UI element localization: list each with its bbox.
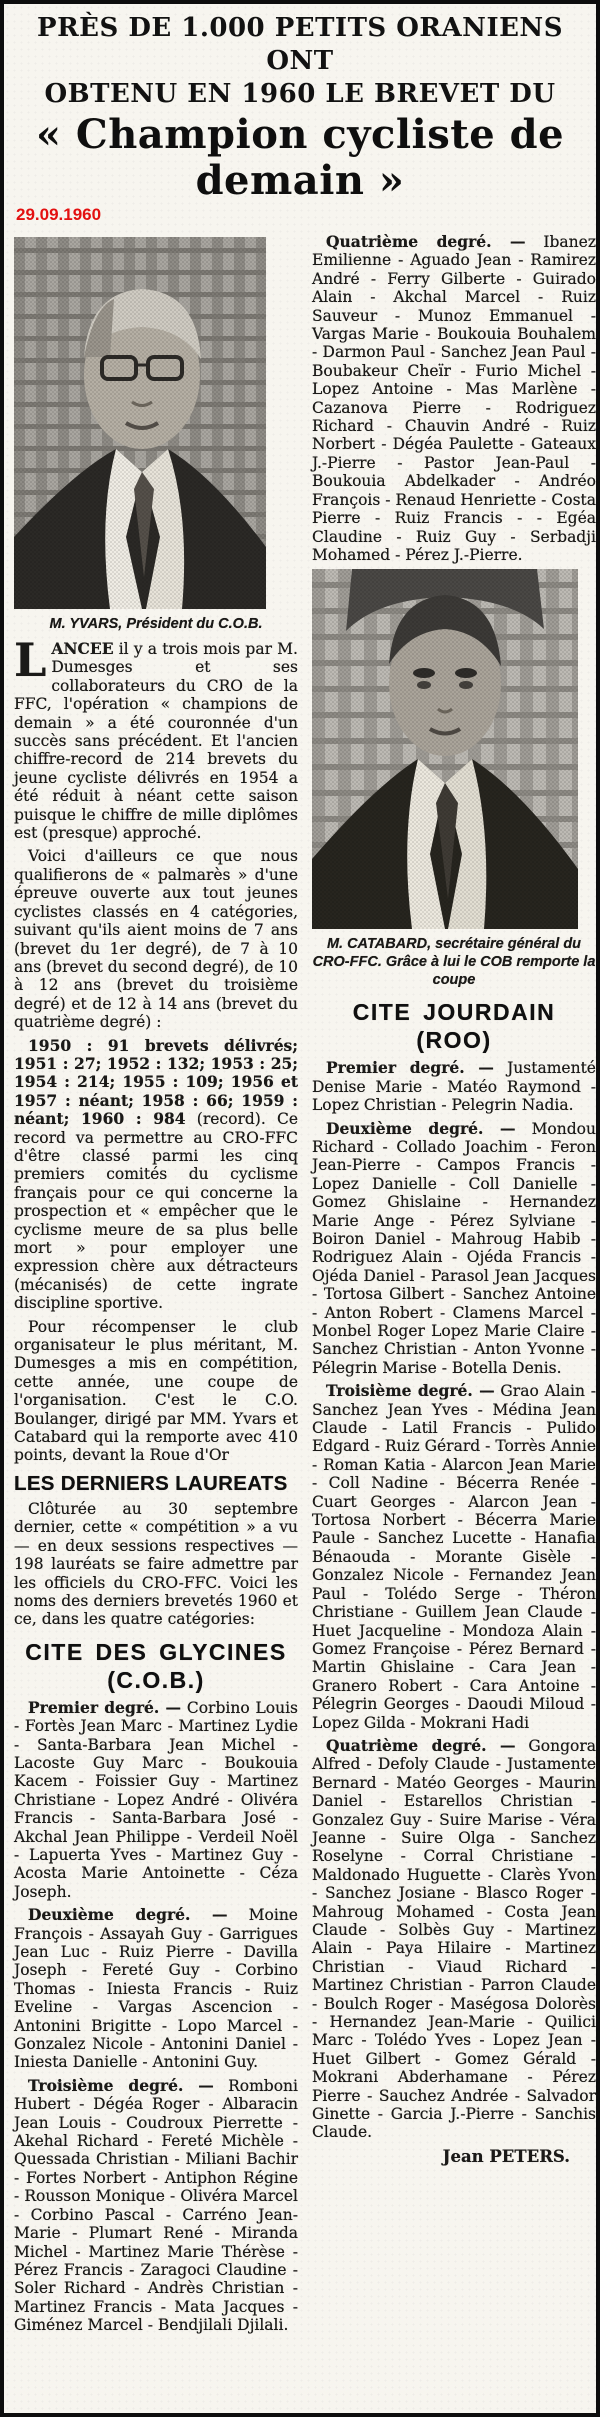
masthead	[4, 4, 596, 225]
section-header-jourdain: CITE JOURDAIN (ROO)	[352, 999, 556, 1054]
degree-label: Premier degré. —	[28, 1697, 182, 1717]
author-signature: Jean PETERS.	[442, 2146, 570, 2166]
headline-line2: OBTENU EN 1960 LE BREVET DU	[44, 79, 556, 109]
degree-label: Quatrième degré. —	[326, 232, 526, 251]
headline-line3: « Champion cycliste de demain »	[35, 111, 565, 204]
section-header-glycines	[14, 1638, 298, 1694]
degree-list	[312, 1120, 596, 1378]
degree-list	[14, 2077, 298, 2335]
degree-list	[14, 1906, 298, 2072]
catabard-photo-caption: M. CATABARD, secrétaire général du CRO-FFC. Grâce à lui le COB remporte la coupe	[312, 936, 596, 989]
paragraph: Pour récompenser le club organisateur le plus méritant, M. Dumesges a mis en compétition, cette année, une coupe de l'organisation. C'est le C.O. Boulanger, dirigé par MM. Yvars et Catabard qui la remporte avec 410 points, devant la Roue d'Or	[14, 1317, 298, 1465]
degree-names: Gongora Alfred - Defoly Claude - Justamente Bernard - Matéo Georges - Maurin Daniel - Estarellos Christian - Gonzalez Guy - Suire Marise - Véra Jeanne - Suire Olga - Sanchez Roselyne - Corral Christiane - Maldonado Huguette - Clarès Yvon - Sanchez Josiane - Blasco Roger - Mahroug Mohamed - Costa Jean Claude - Solbès Guy - Martinez Alain - Paya Hilaire - Martinez Christian - Viaud Richard - Martinez Christian - Parron Claude - Boulch Roger - Maségosa Dolorès - Hernandez Jean-Marie - Quilici Marc - Tolédo Yves - Lopez Jean - Huet Gilbert - Gomez Gérald - Mokrani Abderhamane - Pérez Pierre - Sauchez Andrée - Salvador Ginette - Garcia J.-Pierre - Sanchis Claude.	[312, 1736, 596, 2142]
clipping-date: 29.09.1960	[16, 205, 102, 224]
lead-paragraph	[14, 633, 298, 843]
section-header-line2: (C.O.B.)	[107, 1666, 205, 1693]
yvars-photo-caption: M. YVARS, Président du C.O.B.	[49, 616, 263, 632]
degree-label: Troisième degré. —	[28, 2075, 214, 2095]
article-columns	[4, 225, 596, 2340]
degree-label: Deuxième degré. —	[326, 1118, 516, 1138]
degree-names: Grao Alain - Sanchez Jean Yves - Médina Jean Claude - Latil Francis - Pulido Edgard - Ruiz Gérard - Torrès Annie - Roman Katia - Alarcon Jean Marie - Coll Nadine - Bécerra Renée - Cuart Georges - Alarcon Jean - Tortosa Norbert - Bécerra Marie Paule - Sanchez Lucette - Hanafia Bénaouda - Morante Gisèle - Gonzalez Nicole - Fernandez Jean Paul - Tolédo Serge - Théron Christiane - Guillem Jean Claude - Huet Jacqueline - Mondoza Alain - Gomez Françoise - Pérez Bernard - Martin Ghislaine - Cara Jean - Granero Robert - Cara Antoine - Pélegrin Georges - Daoudi Miloud - Lopez Gilda - Mokrani Hadi	[312, 1382, 596, 1732]
degree-list	[14, 1699, 298, 1901]
right-column	[312, 233, 596, 2340]
degree-label: Troisième degré. —	[326, 1381, 495, 1401]
brevet-statistics: 1950 : 91 brevets délivrés; 1951 : 27; 1952 : 132; 1953 : 25; 1954 : 214; 1955 : 109; 1956 et 1957 : néant; 1958 : 66; 1959 : néant; 1960 : 984	[14, 1035, 298, 1129]
section-header-line1: CITE DES GLYCINES	[25, 1638, 287, 1665]
degree-list	[312, 233, 596, 564]
degree-names: Romboni Hubert - Dégéa Roger - Albaracin Jean Louis - Coudroux Pierrette - Akehal Richard - Fereté Michèle - Quessada Christian - Miliani Bachir - Fortes Norbert - Antiphon Régine - Rousson Monique - Olivéra Marcel - Corbino Pascal - Carréno Jean-Marie - Plumart René - Miranda Michel - Martinez Marie Thérèse - Pérez Francis - Zaragoci Claudine - Soler Richard - Andrès Christian - Martinez Francis - Mata Jacques - Giménez Marcel - Bendjilali Djilali.	[14, 2076, 298, 2335]
left-column	[14, 233, 298, 2340]
catabard-photo	[312, 569, 596, 929]
subhead-derniers-laureats: LES DERNIERS LAUREATS	[14, 1471, 288, 1495]
degree-label: Quatrième degré. —	[326, 1735, 516, 1755]
paragraph: Voici d'ailleurs ce que nous qualifierons de « palmarès » d'une épreuve ouverte aux tout jeunes cyclistes classés en 4 catégories, suivant qu'ils aient moins de 7 ans (brevet du 1er degré), de 7 à 10 ans (brevet du second degré), de 10 à 12 ans (brevet du troisième degré) et de 12 à 14 ans (brevet du quatrième degré) :	[14, 847, 298, 1032]
degree-label: Deuxième degré. —	[28, 1905, 228, 1925]
degree-names: Justamenté Denise Marie - Matéo Raymond - Lopez Christian - Pelegrin Nadia.	[312, 1059, 596, 1115]
degree-label: Premier degré. —	[326, 1058, 494, 1078]
headline-line1: PRÈS DE 1.000 PETITS ORANIENS ONT	[37, 13, 563, 76]
yvars-photo-image	[14, 237, 266, 609]
lead-dropcap: L	[14, 633, 47, 687]
degree-list	[312, 1737, 596, 2142]
degree-list	[312, 1382, 596, 1732]
lead-word: ANCEE	[51, 639, 114, 658]
paragraph-text: (record). Ce record va permettre au CRO-FFC d'être classé parmi les cinq premiers comités du cyclisme français pour ce qui concerne la prospection et « empêcher que le cyclisme meure de sa plus belle mort » pour employer une expression chère aux détracteurs (mécanisés) de cette ingrate discipline sportive.	[14, 1110, 298, 1313]
degree-names: Moine François - Assayah Guy - Garrigues Jean Luc - Ruiz Pierre - Davilla Joseph - Fereté Guy - Corbino Thomas - Iniesta Francis - Ruiz Eveline - Vargas Ascencion - Antonini Brigitte - Lopo Marcel - Gonzalez Nicole - Antonini Daniel - Iniesta Danielle - Antonini Guy.	[14, 1906, 298, 2072]
yvars-photo	[14, 237, 298, 609]
lead-text: il y a trois mois par M. Dumesges et ses collaborateurs du CRO de la FFC, l'opération « champions de demain » a été couronnée d'un succès sans précédent. Et l'ancien chiffre-record de 214 brevets du jeune cycliste délivrés en 1954 a été réduit à néant cette saison puisque le chiffre de mille diplômes est (presque) approché.	[14, 640, 298, 843]
degree-list	[312, 1059, 596, 1114]
catabard-photo-image	[312, 569, 578, 929]
degree-names: Ibanez Emilienne - Aguado Jean - Ramirez André - Ferry Gilberte - Guirado Alain - Akchal Marcel - Ruiz Sauveur - Munoz Emmanuel - Vargas Marie - Boukouia Bouhalem - Darmon Paul - Sanchez Jean Paul - Boubakeur Cheïr - Furio Michel - Lopez Antoine - Mas Marlène - Cazanova Pierre - Rodriguez Richard - Chauvin André - Ruiz Norbert - Dégéa Paulette - Gateaux J.-Pierre - Pastor Jean-Paul - Boukouia Abdelkader - Andréo François - Renaud Henriette - Costa Pierre - Ruiz Francis - - Egéa Claudine - Ruiz Guy - Serbadji Mohamed - Pérez J.-Pierre.	[312, 233, 596, 564]
paragraph: Clôturée au 30 septembre dernier, cette « compétition » a vu — en deux sessions respectives — 198 lauréats se faire admettre par les officiels du CRO-FFC. Voici les noms des derniers brevetés 1960 et ce, dans les quatre catégories:	[14, 1499, 298, 1629]
degree-names: Mondou Richard - Collado Joachim - Feron Jean-Pierre - Campos Francis - Lopez Danielle - Coll Danielle - Gomez Ghislaine - Hernandez Marie Ange - Pérez Sylviane - Boiron Daniel - Mahroug Habib - Rodriguez Alain - Ojéda Francis - Ojéda Daniel - Parasol Jean Jacques - Tortosa Gilbert - Sanchez Antoine - Anton Robert - Clamens Marcel - Monbel Roger Lopez Marie Claire - Sanchez Christian - Anton Yvonne - Pélegrin Marise - Botella Denis.	[312, 1119, 596, 1377]
degree-names: Corbino Louis - Fortès Jean Marc - Martinez Lydie - Santa-Barbara Jean Michel - Lacoste Guy Marc - Boukouia Kacem - Foissier Guy - Martinez Christiane - Lopez André - Olivéra Francis - Santa-Barbara José - Akchal Jean Philippe - Verdeil Noël - Lapuerta Yves - Martinez Guy - Acosta Marie Antoinette - Céza Joseph.	[14, 1698, 298, 1901]
paragraph	[14, 1037, 298, 1313]
